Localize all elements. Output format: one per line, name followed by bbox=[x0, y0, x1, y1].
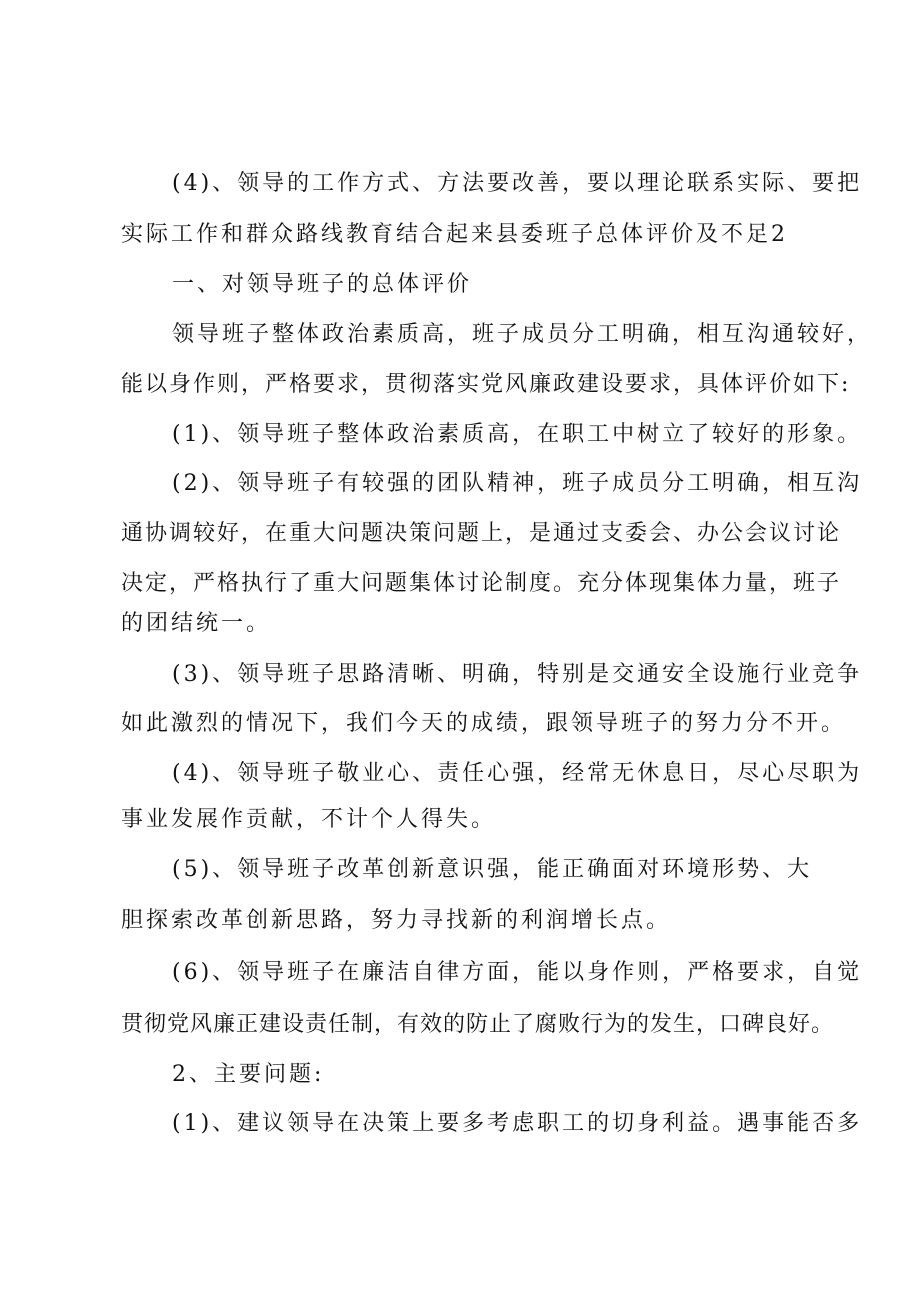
text-line: 领导班子整体政治素质高，班子成员分工明确，相互沟通较好， bbox=[172, 322, 873, 347]
text-line: 贯彻党风廉正建设责任制，有效的防止了腐败行为的发生，口碑良好。 bbox=[121, 1012, 835, 1037]
section-heading: 2、主要问题: bbox=[172, 1062, 325, 1087]
text-line: 决定，严格执行了重大问题集体讨论制度。充分体现集体力量，班子 bbox=[121, 571, 842, 596]
text-line: 能以身作则，严格要求，贯彻落实党风廉政建设要求，具体评价如下: bbox=[121, 372, 851, 397]
text-line: 如此激烈的情况下，我们今天的成绩，跟领导班子的努力分不开。 bbox=[121, 711, 847, 736]
text-line: (1)、领导班子整体政治素质高，在职工中树立了较好的形象。 bbox=[172, 422, 863, 447]
text-line: 通协调较好，在重大问题决策问题上，是通过支委会、办公会议讨论 bbox=[121, 521, 842, 546]
text-line: (4)、领导班子敬业心、责任心强，经常无休息日，尽心尽职为 bbox=[172, 761, 863, 786]
text-line: 胆探索改革创新思路，努力寻找新的利润增长点。 bbox=[121, 908, 672, 933]
text-line: (6)、领导班子在廉洁自律方面，能以身作则，严格要求，自觉 bbox=[172, 960, 863, 985]
text-line: (1)、建议领导在决策上要多考虑职工的切身利益。遇事能否多 bbox=[172, 1111, 863, 1136]
section-heading: 一、对领导班子的总体评价 bbox=[172, 272, 473, 297]
text-line: (5)、领导班子改革创新意识强，能正确面对环境形势、大 bbox=[172, 857, 813, 882]
text-line: 的团结统一。 bbox=[121, 611, 272, 636]
text-line: 实际工作和群众路线教育结合起来县委班子总体评价及不足2 bbox=[121, 222, 788, 247]
text-line: (4)、领导的工作方式、方法要改善，要以理论联系实际、要把 bbox=[172, 171, 863, 196]
text-line: (2)、领导班子有较强的团队精神，班子成员分工明确，相互沟 bbox=[172, 471, 863, 496]
text-line: 事业发展作贡献，不计个人得失。 bbox=[121, 807, 497, 832]
text-line: (3)、领导班子思路清晰、明确，特别是交通安全设施行业竞争 bbox=[172, 662, 863, 687]
